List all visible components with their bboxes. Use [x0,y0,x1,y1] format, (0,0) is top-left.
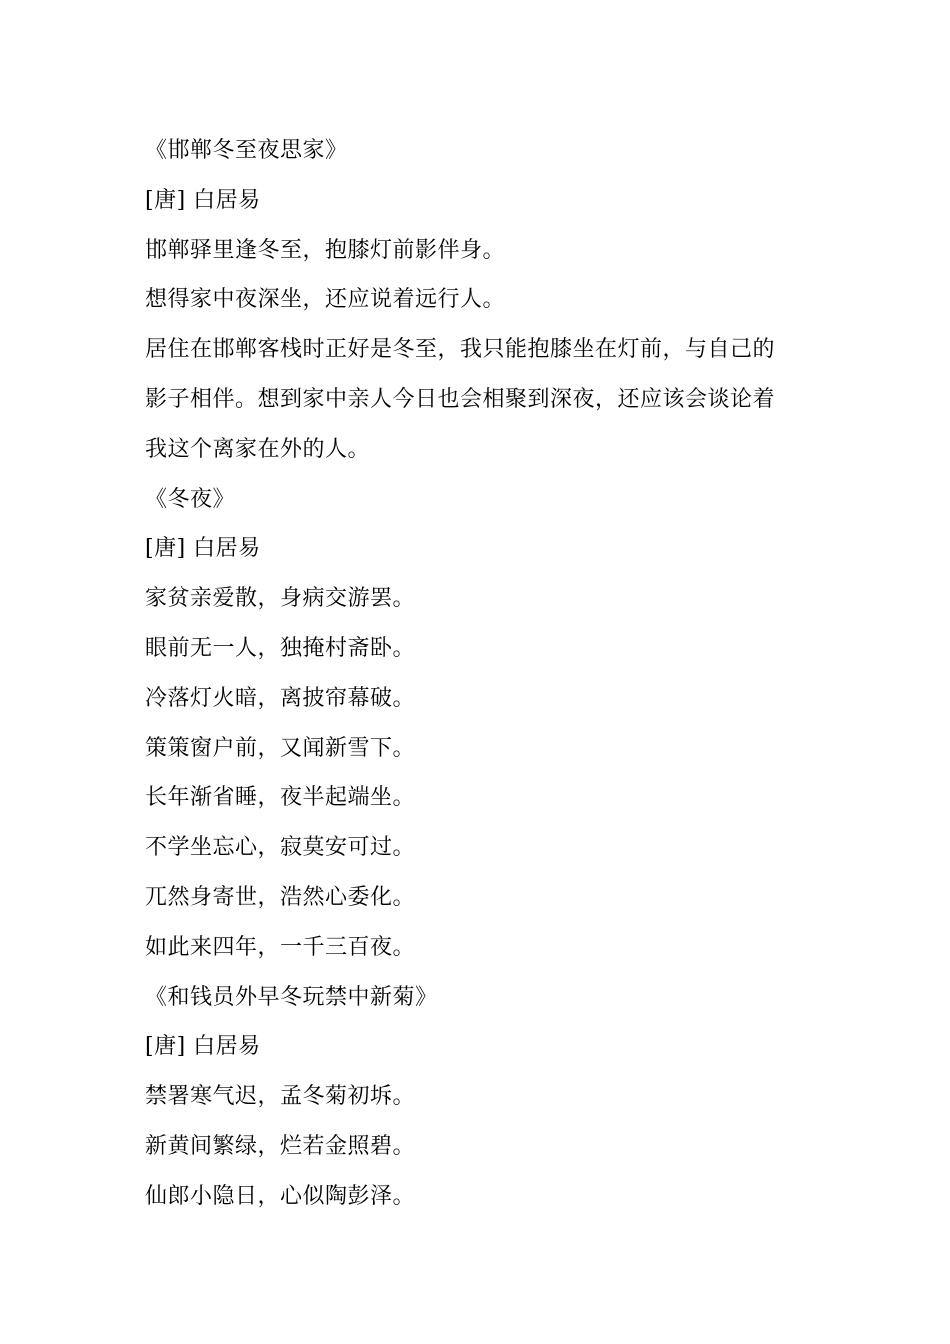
poem-line: 邯郸驿里逢冬至，抱膝灯前影伴身。 [145,237,506,263]
poem-line: 不学坐忘心，寂莫安可过。 [145,835,416,861]
poem-title: 《冬夜》 [145,486,236,512]
document-page [145,126,825,1222]
poem-author: [唐] 白居易 [145,536,261,562]
poem-line: 冷落灯火暗，离披帘幕破。 [145,685,416,711]
poem-line: 长年渐省睡，夜半起端坐。 [145,785,416,811]
poem-line: 兀然身寄世，浩然心委化。 [145,884,416,910]
poem-author: [唐] 白居易 [145,187,261,213]
poem-line: 家贫亲爱散，身病交游罢。 [145,586,416,612]
poem-line: 眼前无一人，独掩村斋卧。 [145,635,416,661]
poem-title: 《邯郸冬至夜思家》 [145,138,348,163]
poem-line: 策策窗户前，又闻新雪下。 [145,735,416,761]
poem-author: [唐] 白居易 [145,1034,261,1060]
poem-title: 《和钱员外早冬玩禁中新菊》 [145,984,438,1010]
translation-line: 居住在邯郸客栈时正好是冬至，我只能抱膝坐在灯前，与自己的 [145,337,776,363]
translation-line: 影子相伴。想到家中亲人今日也会相聚到深夜，还应该会谈论着 [145,386,776,412]
poem-line: 禁署寒气迟，孟冬菊初坼。 [145,1084,416,1110]
translation-line: 我这个离家在外的人。 [145,436,371,462]
poem-line: 新黄间繁绿，烂若金照碧。 [145,1133,416,1159]
poem-line: 如此来四年，一千三百夜。 [145,934,416,960]
poem-line: 仙郎小隐日，心似陶彭泽。 [145,1183,416,1209]
poem-line: 想得家中夜深坐，还应说着远行人。 [145,287,506,313]
